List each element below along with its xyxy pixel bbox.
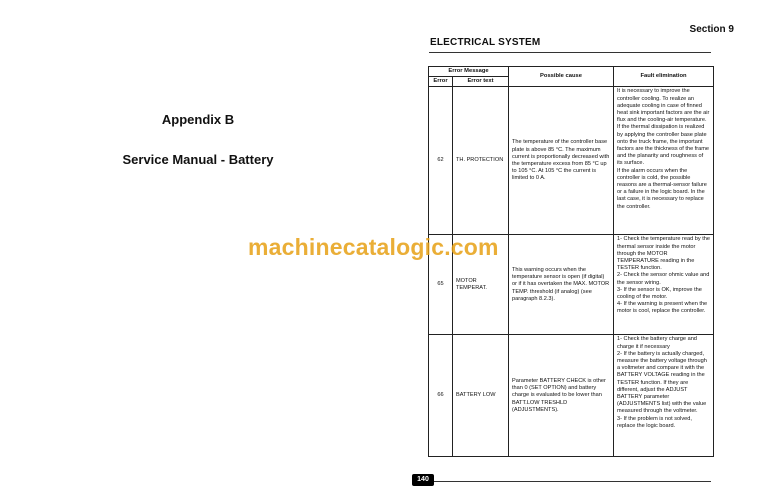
section-label: Section 9 [689,24,734,35]
page-number: 140 [412,474,434,486]
possible-cause-header: Possible cause [509,67,614,87]
watermark: machinecatalogic.com [248,234,499,260]
possible-cause: The temperature of the controller base plate is above 85 °C. The maximum current is proportionally decreased with the temperature excess from 85 °C up to 105 °C. At 105 °C the current is limited to 0 A. [509,87,614,235]
error-code: 62 [429,87,453,235]
fault-elimination: It is necessary to improve the controller cooling. To realize an adequate cooling in case of finned heat sink important factors are the air flux and the cooling-air temperature. If the thermal dissipation is realized by applying the controller base plate onto the truck frame, the important factors are the thickness of the frame and the planarity and roughness of its surface. If the alarm occurs when the controller is cold, the possible reasons are a thermal-sensor failure or a failure in the logic board. In the last case, it is necessary to replace the controller. [614,87,714,235]
appendix-title: Appendix B [161,112,235,127]
error-text-header: Error text [453,77,509,87]
error-message-header: Error Message [429,67,509,77]
fault-elimination-header: Fault elimination [614,67,714,87]
fault-elimination: 1- Check the temperature read by the thermal sensor inside the motor through the MOTOR TEMPERATURE reading in the TESTER function. 2- Check the sensor ohmic value and the sensor wiring. 3- If the sensor is OK, improve the cooling of the motor. 4- If the warning is present when the motor is cool, replace the controller. [614,235,714,335]
error-code-header: Error [429,77,453,87]
footer-divider [429,481,711,482]
possible-cause: This warning occurs when the temperature sensor is open (if digital) or if it has overtaken the MAX. MOTOR TEMP. threshold (if analog) (see paragraph 8.2.3). [509,235,614,335]
fault-elimination: 1- Check the battery charge and charge it if necessary 2- If the battery is actually charged, measure the battery voltage through a voltmeter and compare it with the BATTERY VOLTAGE reading in the TESTER function. If they are different, adjust the ADJUST BATTERY parameter (ADJUSTMENTS list) with the value measured through the voltmeter. 3- If the problem is not solved, replace the logic board. [614,335,714,457]
error-text: BATTERY LOW [453,335,509,457]
table-row [429,335,714,457]
possible-cause: Parameter BATTERY CHECK is other than 0 (SET OPTION) and battery charge is evaluated to be lower than BATT.LOW TRESHLD (ADJUSTMENTS). [509,335,614,457]
error-code: 65 [429,235,453,335]
error-text: MOTOR TEMPERAT. [453,235,509,335]
error-table [428,66,714,457]
error-text: TH. PROTECTION [453,87,509,235]
service-manual-title: Service Manual - Battery [122,152,274,167]
title-divider [429,52,711,53]
table-row [429,87,714,235]
error-code: 66 [429,335,453,457]
page-title: ELECTRICAL SYSTEM [430,37,541,48]
